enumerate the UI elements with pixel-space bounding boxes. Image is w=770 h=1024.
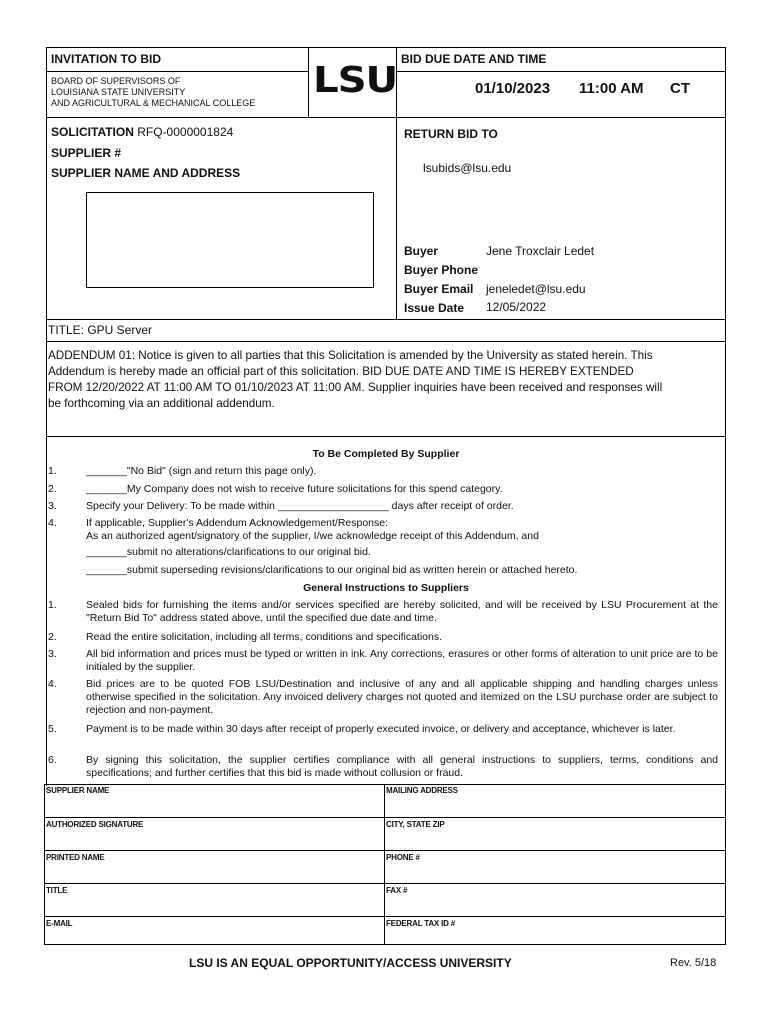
divider-header-title: [46, 71, 308, 72]
fax-label: FAX #: [386, 886, 408, 895]
supplier-item[interactable]: [48, 500, 724, 513]
item-text: [86, 678, 718, 717]
addendum-text: [48, 348, 662, 412]
addendum-line: ADDENDUM 01: Notice is given to all parties that this Solicitation is amended by the University as stated herein. This: [48, 349, 653, 362]
supplier-section-heading: To Be Completed By Supplier: [312, 448, 460, 460]
supplier-item[interactable]: [48, 483, 724, 496]
buyer-phone-label: Buyer Phone: [404, 263, 479, 277]
item-number: 4.: [48, 678, 57, 690]
item-number: 3.: [48, 500, 57, 512]
item-number: 2.: [48, 631, 57, 643]
board-line: LOUISIANA STATE UNIVERSITY: [51, 87, 186, 97]
item-line: otherwise specified in the solicitation. Any invoiced delivery charges not quoted and itemized on the LSU purchase order are: [86, 691, 670, 703]
email-field[interactable]: [45, 917, 384, 944]
item-number: 3.: [48, 648, 57, 660]
item-line: are to be initialed by the supplier.: [86, 648, 718, 673]
general-item: [48, 723, 718, 736]
city-state-zip-label: CITY, STATE ZIP: [386, 820, 445, 829]
board-line: BOARD OF SUPERVISORS OF: [51, 76, 181, 86]
item-line: Bid prices are to be quoted FOB LSU/Destination and inclusive of any and all applicable shipping and handling charges unless: [86, 678, 718, 690]
solicitation-title: TITLE: GPU Server: [48, 323, 153, 337]
item-text: [86, 631, 718, 644]
ack-option-no-alterations[interactable]: [86, 546, 722, 559]
lsu-logo: LSU: [313, 60, 398, 101]
supplier-name-field-label: SUPPLIER NAME: [46, 786, 110, 795]
general-item: [48, 678, 718, 717]
federal-tax-id-label: FEDERAL TAX ID #: [386, 919, 455, 928]
supplier-address-box[interactable]: [86, 192, 374, 288]
solicitation-line: [51, 125, 233, 139]
item-text: [86, 754, 718, 780]
due-date: 01/10/2023: [475, 80, 551, 97]
item-text: [86, 648, 718, 674]
general-item: [48, 599, 718, 625]
item-text: Specify your Delivery: To be made within ___________________ days after receipt of order.: [86, 500, 514, 512]
item-text: If applicable, Supplier's Addendum Acknowledgement/Response:: [86, 517, 389, 529]
supplier-item[interactable]: [48, 465, 724, 478]
item-text: [86, 599, 718, 625]
email-label: E-MAIL: [46, 919, 73, 928]
buyer-email-label: Buyer Email: [404, 282, 474, 296]
sig-grid-right: [725, 784, 726, 945]
item-line: Read the entire solicitation, including all terms, conditions and specifications.: [86, 631, 443, 643]
title-field[interactable]: [45, 884, 384, 916]
item-text: _______My Company does not wish to receive future solicitations for this spend category.: [86, 483, 503, 495]
return-bid-label: RETURN BID TO: [404, 127, 498, 141]
title-label: TITLE: [46, 886, 68, 895]
divider-addendum-bottom: [46, 436, 726, 437]
item-line: By signing this solicitation, the supplier certifies compliance with all general instructions to suppliers, terms, conditions and: [86, 754, 718, 766]
item-line: later.: [652, 723, 676, 735]
general-section-heading: General Instructions to Suppliers: [303, 582, 469, 594]
item-text: As an authorized agent/signatory of the supplier, I/we acknowledge receipt of this Addendum, and: [86, 530, 539, 542]
solicitation-label: SOLICITATION: [51, 125, 134, 139]
item-line: Sealed bids for furnishing the items and/or services specified are hereby solicited, and will be received by LSU Procurement at: [86, 599, 700, 611]
item-number: 4.: [48, 517, 57, 529]
fax-field[interactable]: [385, 884, 725, 916]
addendum-line: FROM 12/20/2022 AT 11:00 AM TO 01/10/2023 AT 11:00 AM. Supplier inquiries have been received and responses will: [48, 381, 663, 394]
divider-addendum-top: [46, 341, 726, 342]
divider-logo-left: [308, 47, 309, 117]
due-time: 11:00 AM: [579, 80, 644, 97]
item-text: [86, 723, 718, 736]
general-item: [48, 631, 718, 644]
mailing-address-label: MAILING ADDRESS: [386, 786, 458, 795]
frame-left: [46, 47, 47, 786]
buyer-label: Buyer: [404, 244, 439, 258]
item-number: 6.: [48, 754, 57, 766]
item-text: _______"No Bid" (sign and return this page only).: [86, 465, 317, 477]
due-title: BID DUE DATE AND TIME: [401, 52, 547, 66]
divider-due-title: [396, 71, 726, 72]
general-item: [48, 648, 718, 674]
issue-date-value: 12/05/2022: [486, 300, 547, 314]
divider-header-bottom: [46, 117, 726, 118]
item-line: the "Return Bid To" address stated above, until the specified due date and time.: [86, 599, 718, 624]
addendum-line: be forthcoming via an additional addendum.: [48, 397, 275, 410]
buyer-value: Jene Troxclair Ledet: [486, 244, 595, 258]
frame-top: [46, 47, 726, 48]
invitation-title: INVITATION TO BID: [51, 52, 161, 66]
ack-option-superseding[interactable]: [86, 564, 722, 577]
addendum-line: Addendum is hereby made an official part of this solicitation. BID DUE DATE AND TIME IS HEREBY EXTENDED: [48, 365, 634, 378]
item-number: 1.: [48, 599, 57, 611]
solicitation-number: RFQ-0000001824: [137, 125, 234, 139]
supplier-name-label: SUPPLIER NAME AND ADDRESS: [51, 166, 241, 180]
item-line: Payment is to be made within 30 days after receipt of properly executed invoice, or delivery and acceptance, whichever is: [86, 723, 650, 735]
supplier-item: [48, 517, 724, 530]
issue-date-label: Issue Date: [404, 301, 465, 315]
return-bid-email[interactable]: lsubids@lsu.edu: [423, 161, 512, 175]
item-line: All bid information and prices must be typed or written in ink. Any corrections, erasures or other forms of alteration to unit price: [86, 648, 674, 660]
board-name: [51, 76, 255, 109]
item-line: subject to rejection and non-payment.: [86, 691, 719, 716]
board-line: AND AGRICULTURAL & MECHANICAL COLLEGE: [51, 98, 256, 108]
authorized-signature-label: AUTHORIZED SIGNATURE: [46, 820, 144, 829]
revision-label: Rev. 5/18: [670, 957, 717, 969]
buyer-email-value[interactable]: jeneledet@lsu.edu: [486, 282, 586, 296]
phone-field[interactable]: [385, 851, 725, 883]
printed-name-label: PRINTED NAME: [46, 853, 105, 862]
phone-label: PHONE #: [386, 853, 420, 862]
item-number: 1.: [48, 465, 57, 477]
sig-grid-bottom: [44, 944, 726, 945]
item-text: _______submit superseding revisions/clarifications to our original bid as written herein or attached hereto.: [86, 564, 578, 576]
item-line: specifications; and further certifies that this bid is made without collusion or fraud.: [86, 767, 464, 779]
divider-title-top: [46, 319, 726, 320]
item-number: 5.: [48, 723, 57, 735]
due-timezone: CT: [670, 80, 690, 97]
frame-right: [725, 47, 726, 786]
supplier-number-label: SUPPLIER #: [51, 146, 122, 160]
equal-opportunity-statement: LSU IS AN EQUAL OPPORTUNITY/ACCESS UNIVERSITY: [189, 956, 512, 970]
item-number: 2.: [48, 483, 57, 495]
general-item: [48, 754, 718, 780]
item-text: _______submit no alterations/clarifications to our original bid.: [86, 546, 371, 558]
addendum-ack-statement: [86, 530, 722, 543]
